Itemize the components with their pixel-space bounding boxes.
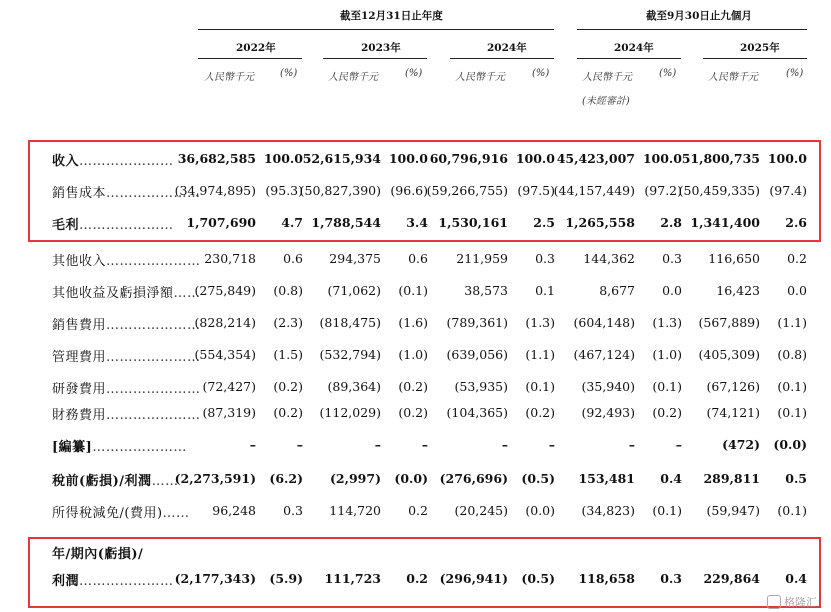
table-cell: 16,423: [716, 283, 760, 298]
table-cell: 2.6: [785, 215, 807, 230]
row-label-dots: …………………: [92, 440, 187, 455]
year-rule: [577, 58, 681, 59]
table-cell: –: [249, 437, 256, 452]
table-cell: 0.4: [660, 471, 682, 486]
table-cell: (0.1): [777, 379, 807, 394]
table-cell: 1,530,161: [438, 215, 508, 230]
table-cell: 0.2: [408, 503, 428, 518]
table-cell: (97.2): [644, 183, 682, 198]
row-label-dots: …………………: [106, 186, 201, 201]
unit-label: 人民幣千元: [582, 72, 632, 83]
table-cell: (2,273,591): [174, 471, 256, 486]
table-cell: (5.9): [269, 571, 303, 586]
table-cell: 2.8: [660, 215, 682, 230]
unaudited-label: (未經審計): [582, 96, 630, 107]
row-label-text: [編纂]: [52, 440, 93, 455]
table-cell: 100.0: [263, 151, 303, 166]
table-cell: (0.2): [273, 379, 303, 394]
highlight-box-revenue: [28, 140, 821, 242]
table-cell: 36,682,585: [177, 151, 256, 166]
table-cell: (0.0): [394, 471, 428, 486]
table-cell: 100.0: [515, 151, 555, 166]
year-header: 2022年: [236, 42, 276, 54]
row-label-text: 銷售費用: [52, 318, 107, 333]
row-label-dots: ……: [173, 286, 201, 301]
row-label-dots: ……: [162, 506, 190, 521]
table-cell: (87,319): [202, 405, 256, 420]
pct-label: (%): [532, 68, 550, 79]
table-cell: (34,974,895): [174, 183, 256, 198]
table-cell: (0.1): [652, 379, 682, 394]
table-cell: (1.3): [525, 315, 555, 330]
table-cell: (1.5): [273, 347, 303, 362]
unit-label: 人民幣千元: [455, 72, 505, 83]
header-group-nine-months: 截至9月30日止九個月: [646, 10, 752, 22]
row-label-dots: ……: [151, 474, 179, 489]
table-cell: (59,947): [706, 503, 760, 518]
table-cell: (0.1): [525, 379, 555, 394]
table-cell: (20,245): [454, 503, 508, 518]
table-cell: (0.0): [525, 503, 555, 518]
table-cell: (1.0): [398, 347, 428, 362]
table-cell: 111,723: [324, 571, 381, 586]
row-label: [52, 470, 179, 489]
table-cell: 0.1: [535, 283, 555, 298]
table-cell: (67,126): [706, 379, 760, 394]
table-cell: (104,365): [446, 405, 508, 420]
pct-label: (%): [659, 68, 677, 79]
row-label-text: 其他收益及虧損淨額: [52, 286, 174, 301]
table-cell: (2.3): [273, 315, 303, 330]
table-cell: 229,864: [703, 571, 760, 586]
table-cell: (0.2): [398, 405, 428, 420]
row-label-text: 稅前(虧損)/利潤: [52, 474, 152, 489]
pct-label: (%): [280, 68, 298, 79]
table-cell: (53,935): [454, 379, 508, 394]
table-cell: (789,361): [446, 315, 508, 330]
header-rule: [577, 29, 807, 30]
table-cell: 0.4: [785, 571, 807, 586]
row-label-dots: …………………: [106, 254, 201, 269]
table-cell: (92,493): [581, 405, 635, 420]
table-cell: (467,124): [573, 347, 635, 362]
table-cell: 100.0: [767, 151, 807, 166]
table-cell: (34,823): [581, 503, 635, 518]
table-cell: 1,707,690: [186, 215, 256, 230]
row-label-dots: …………………: [106, 382, 201, 397]
table-cell: (44,157,449): [553, 183, 635, 198]
table-cell: 0.3: [660, 571, 682, 586]
table-cell: –: [421, 437, 428, 452]
table-cell: (0.8): [777, 347, 807, 362]
table-cell: 100.0: [642, 151, 682, 166]
table-cell: (0.1): [652, 503, 682, 518]
table-cell: (818,475): [319, 315, 381, 330]
table-cell: (0.1): [777, 405, 807, 420]
unit-label: 人民幣千元: [204, 72, 254, 83]
table-cell: (0.2): [525, 405, 555, 420]
table-cell: (405,309): [698, 347, 760, 362]
table-cell: (1.6): [398, 315, 428, 330]
table-cell: 2.5: [533, 215, 555, 230]
row-label-dots: …………………: [106, 350, 201, 365]
table-cell: 1,265,558: [565, 215, 635, 230]
table-cell: (0.1): [398, 283, 428, 298]
table-cell: 289,811: [703, 471, 760, 486]
table-cell: 51,800,735: [681, 151, 760, 166]
table-cell: 230,718: [204, 251, 256, 266]
table-cell: 0.5: [785, 471, 807, 486]
unit-label: 人民幣千元: [328, 72, 378, 83]
table-cell: 114,720: [329, 503, 381, 518]
year-rule: [198, 58, 302, 59]
table-cell: 1,341,400: [690, 215, 760, 230]
row-label-text: 收入: [52, 154, 80, 169]
row-label-text: 所得稅減免/(費用): [52, 506, 163, 521]
table-cell: (532,794): [319, 347, 381, 362]
table-cell: (50,459,335): [678, 183, 760, 198]
year-header: 2023年: [361, 42, 401, 54]
row-label-text: 銷售成本: [52, 186, 107, 201]
row-label-text: 利潤: [52, 574, 80, 589]
watermark-logo-icon: [767, 595, 781, 609]
pct-label: (%): [786, 68, 804, 79]
table-cell: 0.0: [662, 283, 682, 298]
row-label-dots: …………………: [106, 408, 201, 423]
row-label-text: 毛利: [52, 218, 80, 233]
row-label-dots: …………………: [79, 154, 174, 169]
table-cell: (0.8): [273, 283, 303, 298]
table-cell: (72,427): [202, 379, 256, 394]
table-cell: –: [628, 437, 635, 452]
pct-label: (%): [405, 68, 423, 79]
table-cell: 0.3: [662, 251, 682, 266]
table-cell: 294,375: [329, 251, 381, 266]
table-cell: 0.2: [406, 571, 428, 586]
table-cell: 0.2: [787, 251, 807, 266]
header-group-year: 截至12月31日止年度: [340, 10, 443, 22]
table-cell: 118,658: [578, 571, 635, 586]
table-cell: (276,696): [439, 471, 508, 486]
table-cell: (0.2): [273, 405, 303, 420]
table-cell: –: [374, 437, 381, 452]
table-cell: 116,650: [708, 251, 760, 266]
table-cell: (71,062): [327, 283, 381, 298]
table-cell: (50,827,390): [299, 183, 381, 198]
year-header: 2024年: [487, 42, 527, 54]
table-cell: (472): [722, 437, 760, 452]
row-label-text: 研發費用: [52, 382, 107, 397]
table-cell: (567,889): [698, 315, 760, 330]
table-cell: 0.0: [787, 283, 807, 298]
table-cell: (0.2): [398, 379, 428, 394]
table-cell: (1.1): [525, 347, 555, 362]
table-cell: 60,796,916: [429, 151, 508, 166]
table-cell: –: [501, 437, 508, 452]
table-cell: (6.2): [269, 471, 303, 486]
row-label-text: 管理費用: [52, 350, 107, 365]
table-cell: (35,940): [581, 379, 635, 394]
watermark: [767, 594, 817, 610]
table-cell: (96.6): [390, 183, 428, 198]
table-cell: (554,354): [194, 347, 256, 362]
table-cell: (89,364): [327, 379, 381, 394]
table-cell: (0.5): [521, 571, 555, 586]
table-cell: 153,481: [578, 471, 635, 486]
table-cell: 38,573: [464, 283, 508, 298]
table-cell: –: [296, 437, 303, 452]
net-profit-label-prefix: 年/期內(虧損)/: [52, 547, 144, 562]
table-cell: 3.4: [406, 215, 428, 230]
table-cell: (95.3): [265, 183, 303, 198]
table-cell: –: [548, 437, 555, 452]
year-header: 2025年: [740, 42, 780, 54]
watermark-text: 格隆汇: [784, 596, 817, 609]
table-cell: 96,248: [212, 503, 256, 518]
table-cell: (1.3): [652, 315, 682, 330]
row-label-text: 財務費用: [52, 408, 107, 423]
row-label-dots: …………………: [79, 218, 174, 233]
table-cell: (97.4): [769, 183, 807, 198]
table-cell: (112,029): [319, 405, 381, 420]
year-rule: [450, 58, 554, 59]
table-cell: –: [675, 437, 682, 452]
table-cell: 0.6: [283, 251, 303, 266]
row-label-dots: …………………: [106, 318, 201, 333]
table-cell: 4.7: [281, 215, 303, 230]
table-cell: 52,615,934: [302, 151, 381, 166]
header-rule: [198, 29, 554, 30]
table-cell: (0.2): [652, 405, 682, 420]
highlight-box-net-profit: [28, 537, 821, 608]
table-cell: (2,177,343): [174, 571, 256, 586]
year-rule: [703, 58, 807, 59]
table-cell: (2,997): [330, 471, 381, 486]
table-cell: (0.0): [773, 437, 807, 452]
table-cell: (97.5): [517, 183, 555, 198]
table-cell: 0.3: [283, 503, 303, 518]
table-cell: (0.1): [777, 503, 807, 518]
table-cell: (275,849): [194, 283, 256, 298]
table-cell: (74,121): [706, 405, 760, 420]
table-cell: 45,423,007: [556, 151, 635, 166]
row-label-dots: …………………: [79, 574, 174, 589]
table-cell: 211,959: [456, 251, 508, 266]
table-cell: 100.0: [388, 151, 428, 166]
table-cell: (59,266,755): [426, 183, 508, 198]
table-cell: 144,362: [583, 251, 635, 266]
table-cell: 0.3: [535, 251, 555, 266]
table-cell: 0.6: [408, 251, 428, 266]
table-cell: (604,148): [573, 315, 635, 330]
year-header: 2024年: [614, 42, 654, 54]
table-cell: 1,788,544: [311, 215, 381, 230]
unit-label: 人民幣千元: [708, 72, 758, 83]
table-cell: (1.1): [777, 315, 807, 330]
table-cell: 8,677: [599, 283, 635, 298]
table-cell: (0.5): [521, 471, 555, 486]
table-cell: (639,056): [446, 347, 508, 362]
table-cell: (828,214): [194, 315, 256, 330]
year-rule: [323, 58, 427, 59]
row-label-text: 其他收入: [52, 254, 107, 269]
table-cell: (296,941): [439, 571, 508, 586]
table-cell: (1.0): [652, 347, 682, 362]
